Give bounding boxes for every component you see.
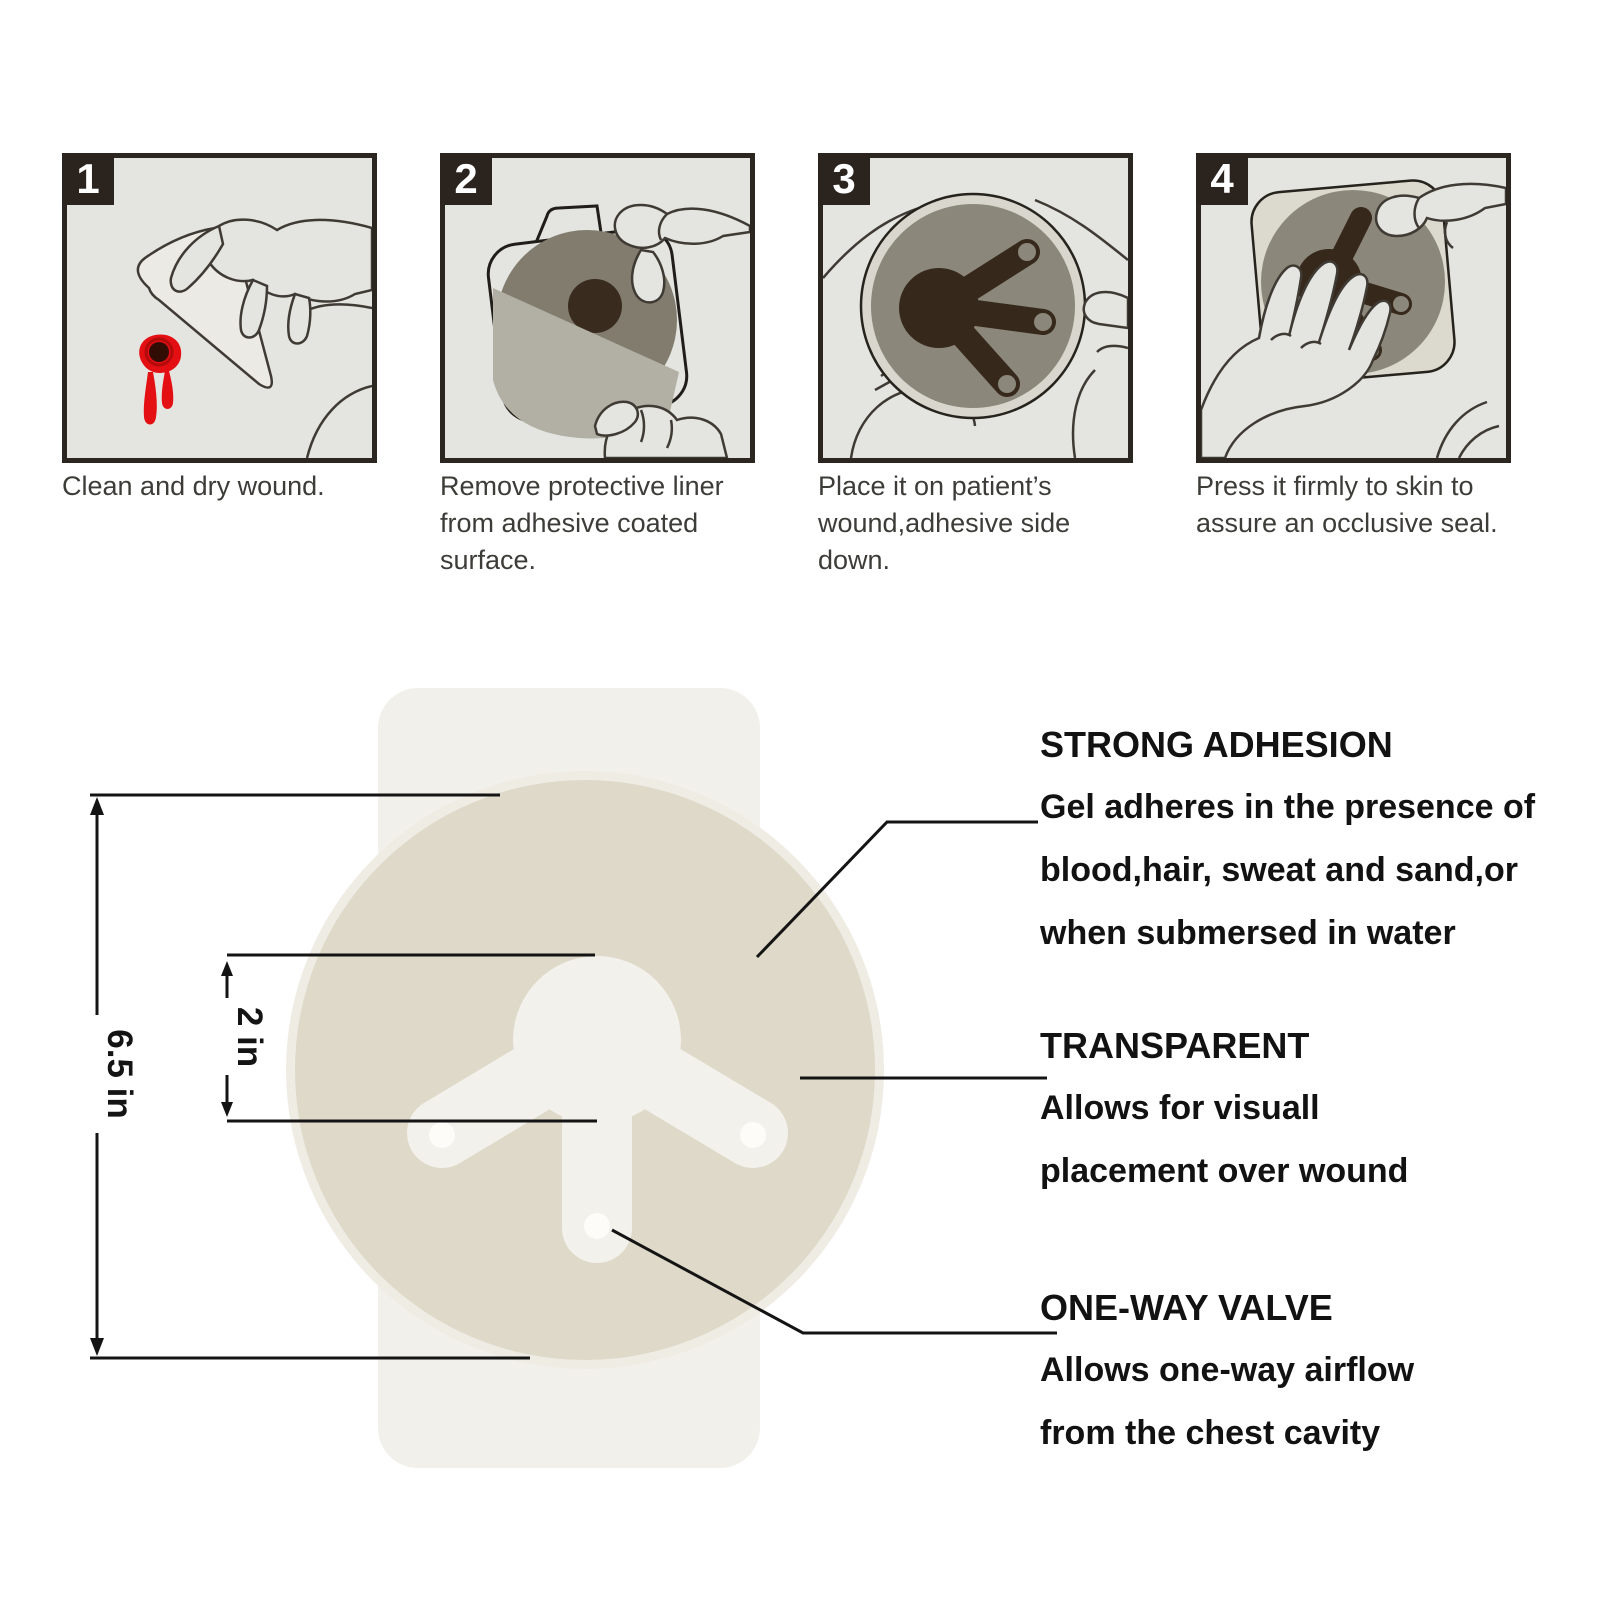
hand-illustration	[1084, 292, 1128, 352]
step-number-badge: 2	[440, 153, 492, 205]
step-panel-1	[62, 153, 377, 463]
vent-hole	[429, 1122, 455, 1148]
feature-transparent: TRANSPARENT Allows for visuall placement over wound	[1040, 1014, 1408, 1203]
valve-dome	[513, 956, 681, 1124]
wound-blood-icon	[139, 334, 181, 424]
vent-hole	[740, 1122, 766, 1148]
arm-outline	[304, 305, 372, 312]
body-outline	[307, 386, 372, 458]
step-panel-2	[440, 153, 755, 463]
product-diagram	[40, 655, 1090, 1565]
step-2-caption: Remove protective liner from adhesive coated surface.	[440, 471, 724, 575]
sleeve-outline	[1437, 402, 1487, 458]
step-panel-4	[1196, 153, 1511, 463]
feature-strong-adhesion: STRONG ADHESION Gel adheres in the presence of blood,hair, sweat and sand,or when submersed in water	[1040, 713, 1535, 965]
vent-hole	[1034, 313, 1052, 331]
valve-center	[899, 268, 979, 348]
vent-hole	[1393, 296, 1409, 312]
valve-center-hole	[568, 279, 622, 333]
dimension-valve-label: 2 in	[230, 1006, 269, 1068]
body-outline	[1073, 370, 1095, 458]
vent-hole	[1018, 243, 1036, 261]
feature-title: TRANSPARENT	[1040, 1025, 1310, 1066]
step-3-caption: Place it on patient’s wound,adhesive side down.	[818, 471, 1071, 575]
arrow-down-icon	[221, 1102, 233, 1117]
vent-hole	[584, 1213, 610, 1239]
step-number-badge: 1	[62, 153, 114, 205]
hand-illustration	[1201, 262, 1390, 458]
hand-illustration	[595, 402, 727, 458]
vent-hole	[998, 375, 1016, 393]
feature-title: STRONG ADHESION	[1040, 724, 1393, 765]
dimension-overall-label: 6.5 in	[100, 1029, 139, 1119]
step-number-badge: 4	[1196, 153, 1248, 205]
sleeve-outline	[1459, 426, 1499, 458]
step-number-badge: 3	[818, 153, 870, 205]
step-1-caption: Clean and dry wound.	[62, 471, 325, 501]
feature-title: ONE-WAY VALVE	[1040, 1287, 1333, 1328]
arrow-up-icon	[221, 961, 233, 976]
feature-one-way-valve: ONE-WAY VALVE Allows one-way airflow from the chest cavity	[1040, 1276, 1414, 1465]
step-panel-3	[818, 153, 1133, 463]
step-4-caption: Press it firmly to skin to assure an occlusive seal.	[1196, 471, 1498, 538]
arrow-up-icon	[90, 797, 104, 815]
arrow-down-icon	[90, 1338, 104, 1356]
